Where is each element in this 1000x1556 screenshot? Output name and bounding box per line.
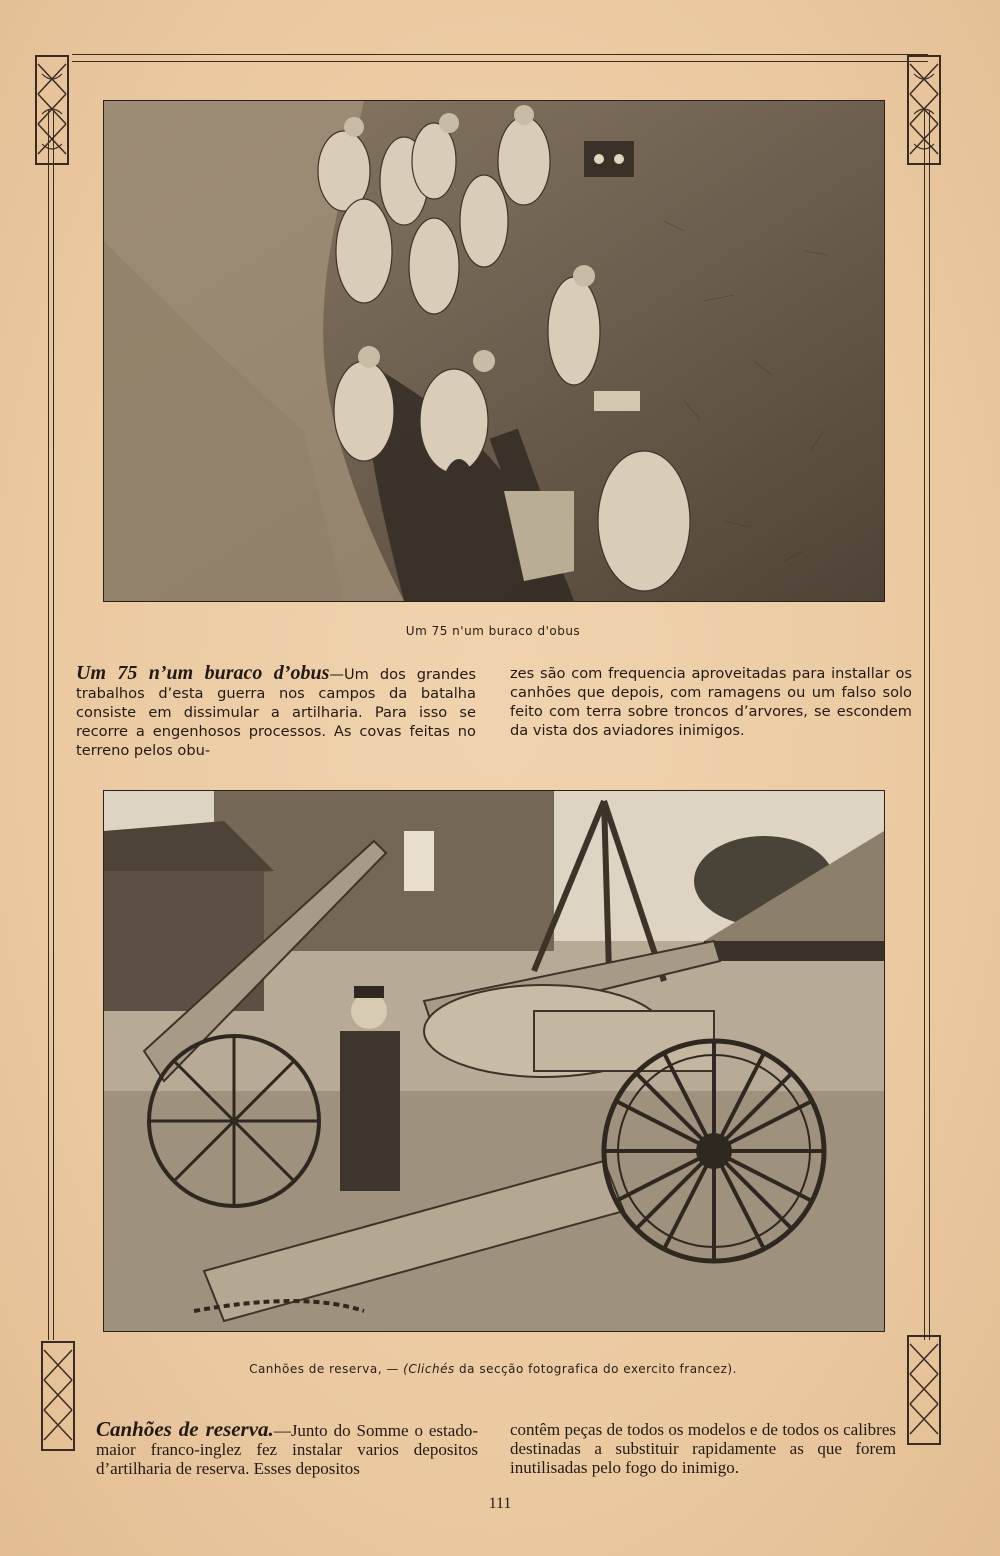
page-number: 111 xyxy=(488,1495,512,1512)
photo-gun-in-shell-crater xyxy=(103,100,885,602)
article-1-text-right: zes são com frequencia aproveitadas para installar os canhões que depois, com ramagens ou um falso solo feito com terra sobre troncos d’arvores, se escondem da vista dos aviadores inimigos. xyxy=(510,665,912,739)
photo-2-caption-plain: Canhões de reserva, — xyxy=(249,1362,399,1376)
ornament-bottom-right-icon xyxy=(906,1334,942,1446)
article-1-text-left: —Um dos grandes trabalhos d’esta guerra nos campos da batalha consiste em dissimular a artilharia. Para isso se recorre a engenhosos processos. As covas feitas no terreno pelos obu- xyxy=(76,666,476,759)
photo-2-caption-italic: (Clichés xyxy=(403,1362,455,1376)
article-2-right-column xyxy=(510,1420,896,1477)
photo-2-caption-rest: da secção fotografica do exercito francez). xyxy=(454,1362,737,1376)
photo-2-caption xyxy=(103,1362,883,1376)
frame-top-rule xyxy=(72,54,928,62)
frame-left-rule xyxy=(48,110,54,1340)
article-1-right-column xyxy=(510,664,912,740)
ornament-bottom-left-icon xyxy=(40,1340,76,1452)
frame-right-rule xyxy=(924,110,930,1340)
article-2-text-left: —Junto do Somme o estado-maior franco-inglez fez instalar varios depositos d’artilharia de reserva. Esses depositos xyxy=(96,1421,478,1478)
article-2-heading: Canhões de reserva. xyxy=(96,1417,274,1441)
article-2-text-right: contêm peças de todos os modelos e de todos os calibres destinadas a substituir rapidamente as que forem inutilisadas pelo fogo do inimigo. xyxy=(510,1420,896,1477)
photo-1-caption: Um 75 n'um buraco d'obus xyxy=(405,624,581,638)
article-1-heading: Um 75 n’um buraco d’obus xyxy=(76,662,330,684)
ornament-top-right-icon xyxy=(906,54,942,166)
photo-reserve-cannons xyxy=(103,790,885,1332)
ornament-top-left-icon xyxy=(34,54,70,166)
article-2-left-column xyxy=(96,1417,478,1478)
article-1-left-column xyxy=(76,664,476,760)
